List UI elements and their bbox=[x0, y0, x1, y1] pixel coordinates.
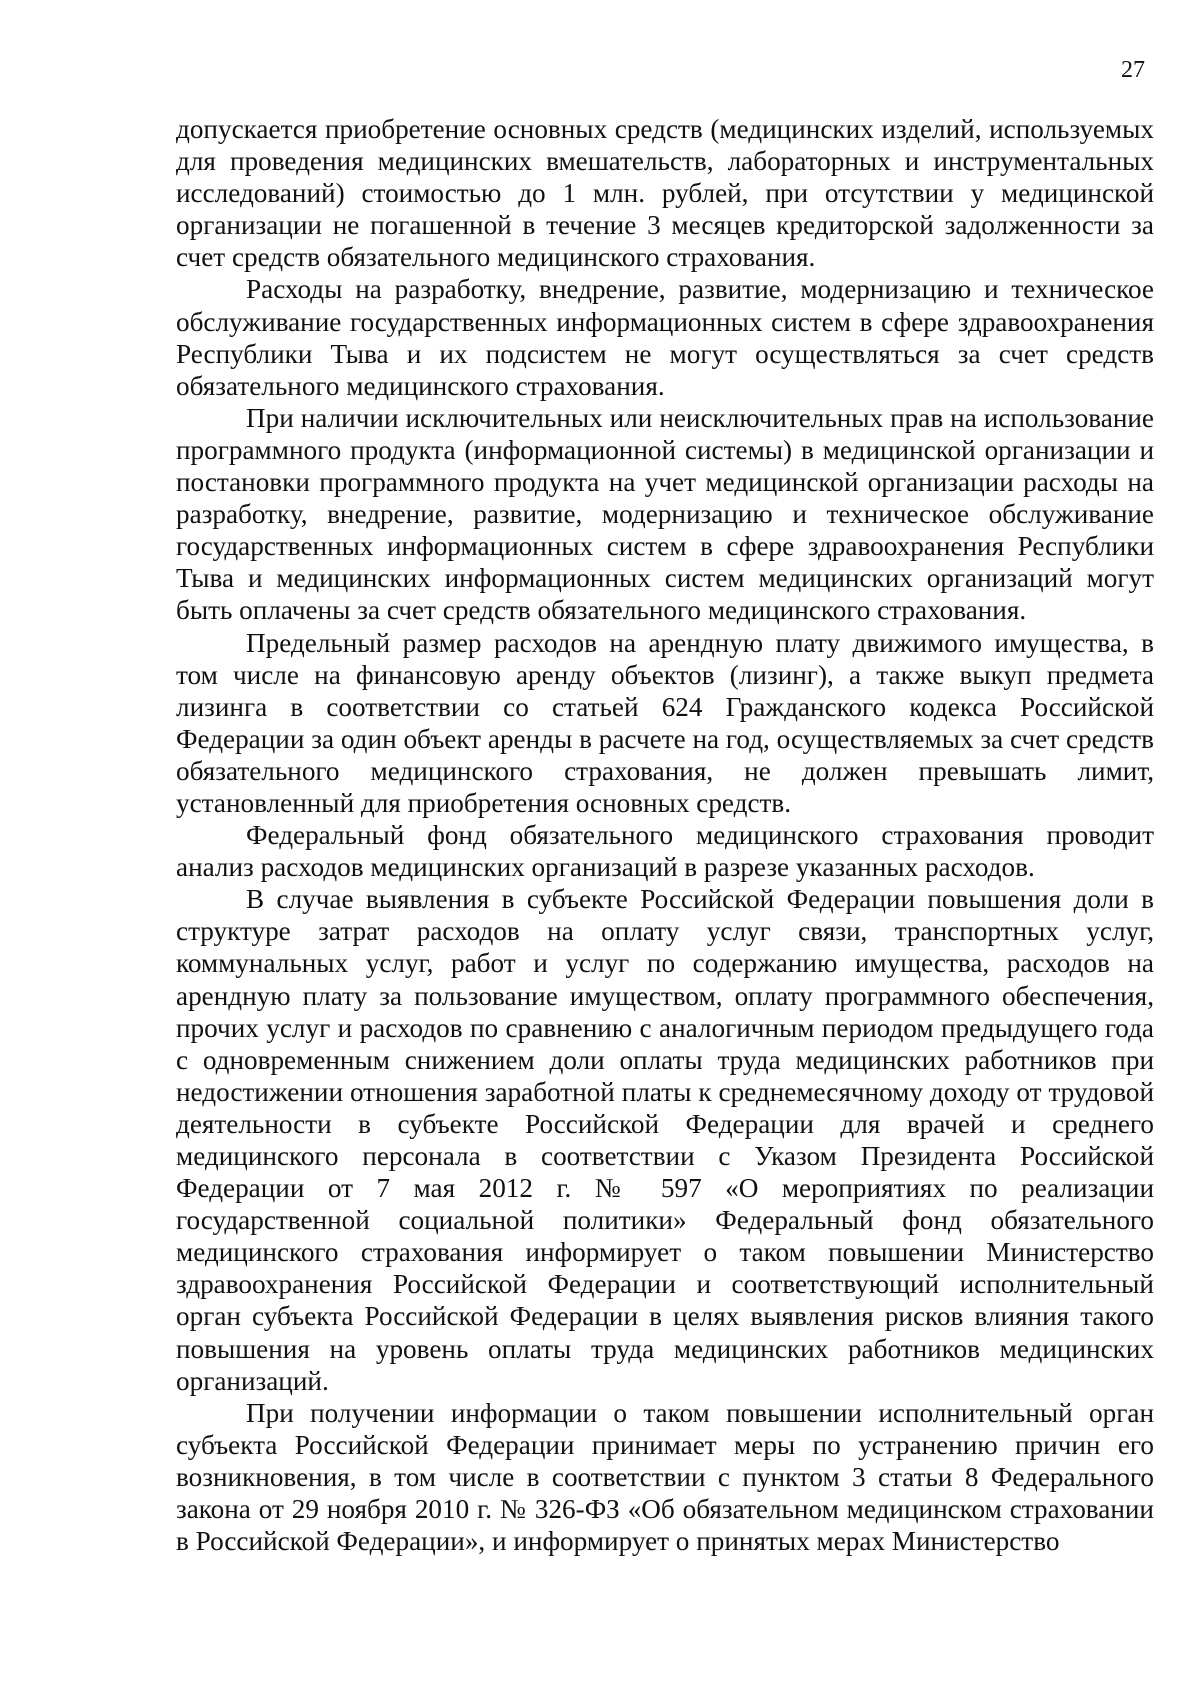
paragraph-lease-limit: Предельный размер расходов на арендную плату движимого имущества, в том числе на финансовую аренду объектов (лизинг), а также выкуп предмета лизинга в соответствии со статьей 624 Гражданского кодекса Российской Федерации за один объект аренды в расчете на год, осуществляемых за счет средств обязательного медицинского страхования, не должен превышать лимит, установленный для приобретения основных средств. bbox=[176, 627, 1154, 818]
paragraph-cost-structure-increase: В случае выявления в субъекте Российской Федерации повышения доли в структуре затрат расходов на оплату услуг связи, транспортных услуг, коммунальных услуг, работ и услуг по содержанию имущества, расходов на арендную плату за пользование имуществом, оплату программного обеспечения, прочих услуг и расходов по сравнению с аналогичным периодом предыдущего года с одновременным снижением доли оплаты труда медицинских работников при недостижении отношения заработной платы к среднемесячному доходу от трудовой деятельности в субъекте Российской Федерации для врачей и среднего медицинского персонала в соответствии с Указом Президента Российской Федерации от 7 мая 2012 г. № 597 «О мероприятиях по реализации государственной социальной политики» Федеральный фонд обязательного медицинского страхования информирует о таком повышении Министерство здравоохранения Российской Федерации и соответствующий исполнительный орган субъекта Российской Федерации в целях выявления рисков влияния такого повышения на уровень оплаты труда медицинских работников медицинских организаций. bbox=[176, 884, 1154, 1396]
paragraph-software-rights: При наличии исключительных или неисключительных прав на использование программного продукта (информационной системы) в медицинской организации и постановки программного продукта на учет медицинской организации расходы на разработку, внедрение, развитие, модернизацию и техническое обслуживание государственных информационных систем в сфере здравоохранения Республики Тыва и медицинских информационных систем медицинских организаций могут быть оплачены за счет средств обязательного медицинского страхования. bbox=[176, 402, 1154, 626]
paragraph-information-systems-costs: Расходы на разработку, внедрение, развитие, модернизацию и техническое обслуживание государственных информационных систем в сфере здравоохранения Республики Тыва и их подсистем не могут осуществляться за счет средств обязательного медицинского страхования. bbox=[176, 274, 1154, 401]
paragraph-federal-fund-analysis: Федеральный фонд обязательного медицинского страхования проводит анализ расходов медицинских организаций в разрезе указанных расходов. bbox=[176, 820, 1154, 883]
page-number: 27 bbox=[1121, 57, 1145, 83]
body-text bbox=[176, 113, 1154, 1557]
paragraph-fixed-assets-continuation: допускается приобретение основных средств (медицинских изделий, используемых для проведения медицинских вмешательств, лабораторных и инструментальных исследований) стоимостью до 1 млн. рублей, при отсутствии у медицинской организации не погашенной в течение 3 месяцев кредиторской задолженности за счет средств обязательного медицинского страхования. bbox=[176, 114, 1154, 273]
paragraph-executive-body-measures: При получении информации о таком повышении исполнительный орган субъекта Российской Федерации принимает меры по устранению причин его возникновения, в том числе в соответствии с пунктом 3 статьи 8 Федерального закона от 29 ноября 2010 г. № 326-ФЗ «Об обязательном медицинском страховании в Российской Федерации», и информирует о принятых мерах Министерство bbox=[176, 1397, 1154, 1557]
